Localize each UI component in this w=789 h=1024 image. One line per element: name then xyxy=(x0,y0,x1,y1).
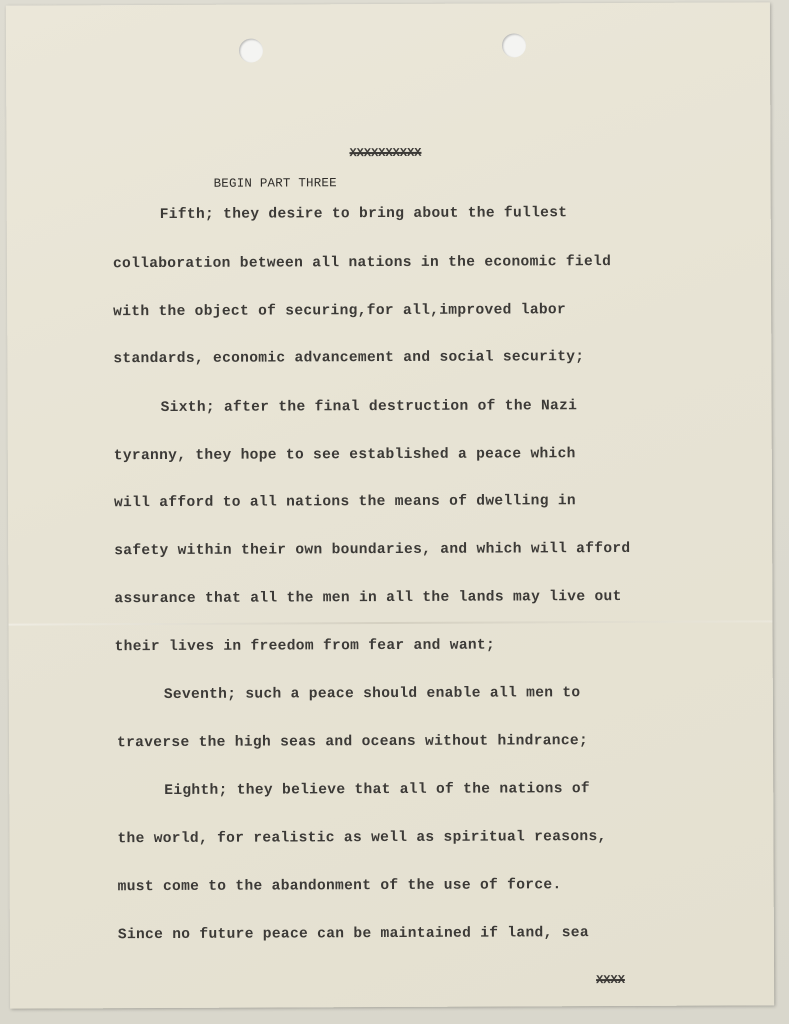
punch-hole-left xyxy=(239,39,263,63)
text-line: collaboration between all nations in the economic field xyxy=(112,254,612,273)
text-line: must come to the abandonment of the use of force. xyxy=(117,877,562,896)
text-line: Eighth; they believe that all of the nations of xyxy=(164,781,590,799)
text-line: Fifth; they desire to bring about the fullest xyxy=(159,205,568,224)
struck-out-mark: XXXXXXXXXX xyxy=(349,145,422,161)
paper-fold-crease xyxy=(9,620,773,625)
text-line: Sixth; after the final destruction of the Nazi xyxy=(160,398,578,417)
text-line: tyranny, they hope to see established a peace which xyxy=(113,446,576,465)
text-line: will afford to all nations the means of dwelling in xyxy=(113,493,576,512)
text-line: traverse the high seas and oceans without hindrance; xyxy=(116,733,589,752)
text-line: their lives in freedom from fear and want; xyxy=(114,637,496,656)
text-line: assurance that all the men in all the lands may live out xyxy=(114,588,622,608)
text-line: Seventh; such a peace should enable all men to xyxy=(163,685,581,703)
punch-hole-right xyxy=(502,33,526,57)
text-line: safety within their own boundaries, and which will afford xyxy=(114,540,631,560)
struck-out-page-mark: XXXX xyxy=(596,972,625,988)
text-line: standards, economic advancement and social security; xyxy=(113,349,585,368)
section-heading: BEGIN PART THREE xyxy=(213,176,337,191)
text-line: with the object of securing,for all,improved labor xyxy=(113,302,567,321)
text-line: Since no future peace can be maintained if land, sea xyxy=(117,925,589,944)
typewritten-sheet xyxy=(6,2,774,1008)
text-line: the world, for realistic as well as spiritual reasons, xyxy=(117,829,607,848)
